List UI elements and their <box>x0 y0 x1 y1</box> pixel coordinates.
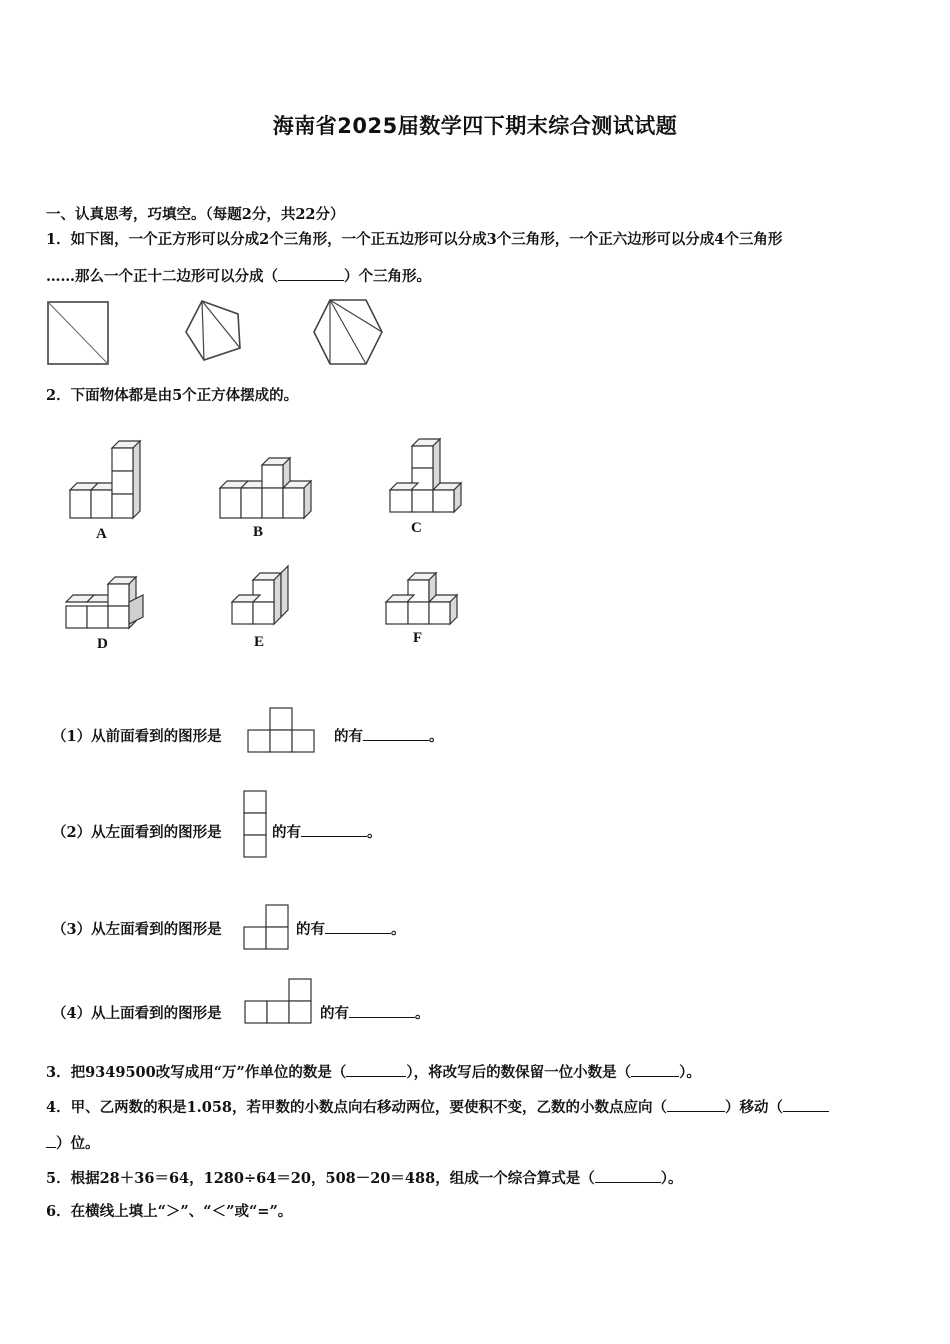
q2-sub3-prompt: （3）从左面看到的图形是 <box>52 921 222 938</box>
front-view-shape-1 <box>248 707 318 753</box>
q6-text: 6．在横线上填上“＞”、“＜”或“=”。 <box>46 1203 293 1220</box>
cube-label-a: A <box>96 526 107 542</box>
q5-blank[interactable] <box>595 1168 661 1183</box>
left-view-shape-2 <box>243 790 269 858</box>
q3-pre: 3．把9349500改写成用“万”作单位的数是（ <box>46 1064 347 1081</box>
q2-sub3-answer <box>296 918 406 939</box>
q5-text <box>46 1167 682 1188</box>
hexagon-icon <box>312 296 384 368</box>
cube-label-b: B <box>253 524 264 540</box>
page-title: 海南省2025届数学四下期末综合测试试题 <box>272 114 678 138</box>
q4-text-line2 <box>46 1132 100 1153</box>
cube-label-e: E <box>254 634 265 650</box>
q4-blank-1[interactable] <box>667 1097 725 1112</box>
q4-blank-2a[interactable] <box>783 1097 829 1112</box>
cube-label-c: C <box>411 520 422 536</box>
q3-post: ）。 <box>679 1064 701 1081</box>
q2-sub3-end: 。 <box>391 921 406 938</box>
q1-answer-blank[interactable] <box>278 266 344 281</box>
cube-label-f: F <box>413 630 423 646</box>
q3-blank-2[interactable] <box>631 1062 679 1077</box>
pentagon-icon <box>182 298 248 364</box>
q2-sub3-blank[interactable] <box>325 919 391 934</box>
q2-sub1-blank[interactable] <box>363 726 429 741</box>
q2-stem: 2．下面物体都是由5个正方体摆成的。 <box>46 387 299 404</box>
q1-text-line2 <box>46 265 431 286</box>
q4-mid: ）移动（ <box>725 1099 783 1116</box>
q2-sub3-suffix: 的有 <box>296 921 325 938</box>
q3-mid: ），将改写后的数保留一位小数是（ <box>406 1064 632 1081</box>
q4-post: ）位。 <box>56 1135 100 1152</box>
top-view-shape-4 <box>245 978 315 1024</box>
q5-post: ）。 <box>660 1170 683 1187</box>
q2-sub2-prompt: （2）从左面看到的图形是 <box>52 824 222 841</box>
q2-sub4-blank[interactable] <box>349 1003 415 1018</box>
q2-sub1-prompt: （1）从前面看到的图形是 <box>52 728 222 745</box>
cube-figure-d <box>64 574 154 634</box>
q5-pre: 5．根据28＋36＝64，1280÷64＝20，508－20＝488，组成一个综合算式是（ <box>46 1170 595 1187</box>
cube-figure-b <box>220 462 320 522</box>
q4-pre: 4．甲、乙两数的积是1.058，若甲数的小数点向右移动两位，要使积不变，乙数的小数点应向（ <box>46 1099 667 1116</box>
q2-sub4-answer <box>320 1002 430 1023</box>
cube-label-d: D <box>97 636 108 652</box>
q2-sub2-suffix: 的有 <box>272 824 301 841</box>
q2-sub4-suffix: 的有 <box>320 1005 349 1022</box>
q4-blank-2b[interactable] <box>46 1133 56 1148</box>
square-icon <box>46 300 110 366</box>
q2-sub1-suffix: 的有 <box>334 728 363 745</box>
q2-sub2-answer <box>272 821 382 842</box>
q2-sub1-end: 。 <box>429 728 444 745</box>
q1-text-line1: 1．如下图，一个正方形可以分成2个三角形，一个正五边形可以分成3个三角形，一个正六边形可以分成4个三角形 <box>46 231 783 248</box>
left-view-shape-3 <box>244 904 292 950</box>
q2-sub2-blank[interactable] <box>301 822 367 837</box>
q2-sub2-end: 。 <box>367 824 382 841</box>
cube-figure-e <box>230 568 300 634</box>
q3-blank-1[interactable] <box>346 1062 406 1077</box>
cube-figure-c <box>388 438 468 518</box>
section-heading: 一、认真思考，巧填空。（每题2分，共22分） <box>46 206 345 223</box>
q1-text-post: ）个三角形。 <box>344 268 431 285</box>
q2-sub1-answer <box>334 725 444 746</box>
q2-sub4-prompt: （4）从上面看到的图形是 <box>52 1005 222 1022</box>
q2-sub4-end: 。 <box>415 1005 430 1022</box>
cube-figure-f <box>384 572 474 628</box>
q3-text <box>46 1061 701 1082</box>
q4-text-line1 <box>46 1096 829 1117</box>
q1-text-pre: ……那么一个正十二边形可以分成（ <box>46 268 278 285</box>
cube-figure-a <box>70 440 150 524</box>
